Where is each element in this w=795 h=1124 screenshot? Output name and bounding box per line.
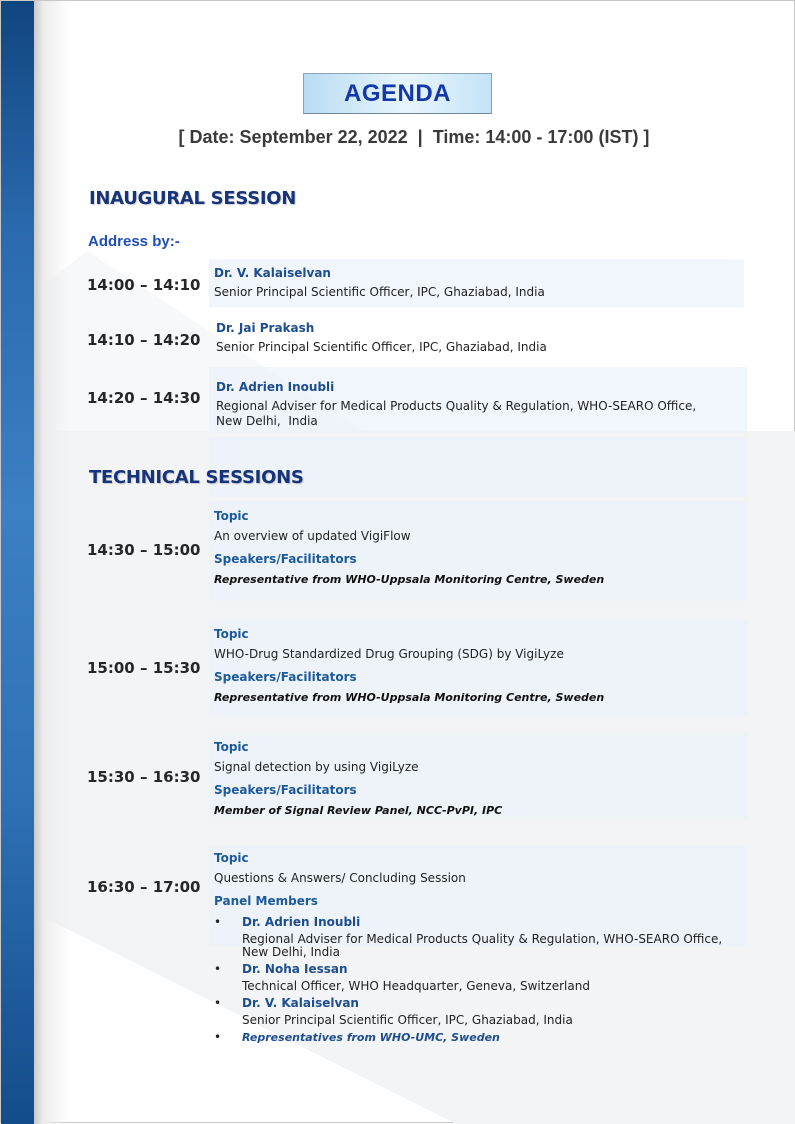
address-by-label: Address by:- — [88, 233, 180, 250]
speaker-role-cont: New Delhi, India — [216, 414, 318, 428]
speakers-label: Speakers/Facilitators — [214, 552, 357, 566]
speaker-name: Dr. Jai Prakash — [216, 321, 315, 335]
topic-text: Signal detection by using VigiLyze — [214, 760, 419, 774]
bullet-icon: • — [214, 962, 222, 976]
speaker-role: Senior Principal Scientific Officer, IPC, Ghaziabad, India — [216, 340, 547, 354]
speaker-text: Member of Signal Review Panel, NCC-PvPI, IPC — [214, 804, 503, 817]
speaker-text: Representative from WHO-Uppsala Monitoring Centre, Sweden — [214, 691, 605, 704]
topic-label: Topic — [214, 509, 249, 523]
topic-label: Topic — [214, 851, 249, 865]
speaker-role: Senior Principal Scientific Officer, IPC, Ghaziabad, India — [214, 285, 545, 299]
date-time-line: [ Date: September 22, 2022 | Time: 14:00 - 17:00 (IST) ] — [178, 127, 650, 147]
session-entry — [214, 627, 744, 705]
speaker-name: Dr. Adrien Inoubli — [216, 380, 335, 394]
technical-sessions-heading: TECHNICAL SESSIONS — [89, 467, 304, 488]
panel-member — [214, 915, 744, 959]
panel-member-name: Dr. Adrien Inoubli — [242, 915, 361, 929]
inaugural-session-heading: INAUGURAL SESSION — [89, 188, 297, 209]
topic-text: Questions & Answers/ Concluding Session — [214, 871, 466, 885]
session-entry — [214, 851, 744, 1048]
panel-member-name: Dr. Noha Iessan — [242, 962, 348, 976]
topic-text: An overview of updated VigiFlow — [214, 529, 411, 543]
time-slot: 14:30 – 15:00 — [87, 541, 201, 559]
agenda-title-box — [303, 73, 492, 114]
panel-member — [214, 1030, 744, 1045]
time-slot: 14:00 – 14:10 — [87, 276, 201, 294]
panel-member-role-cont: New Delhi, India — [242, 945, 340, 959]
left-stripe — [1, 1, 34, 1124]
topic-label: Topic — [214, 627, 249, 641]
speaker-role: Regional Adviser for Medical Products Quality & Regulation, WHO-SEARO Office, — [216, 399, 697, 413]
bullet-icon: • — [214, 915, 222, 929]
panel-member-name: Dr. V. Kalaiselvan — [242, 996, 359, 1010]
speaker-name: Dr. V. Kalaiselvan — [214, 266, 331, 280]
speakers-label: Speakers/Facilitators — [214, 670, 357, 684]
panel-member — [214, 962, 744, 993]
speaker-entry — [216, 380, 746, 429]
bullet-icon: • — [214, 1030, 222, 1044]
panel-member-role: Senior Principal Scientific Officer, IPC, Ghaziabad, India — [242, 1013, 573, 1027]
time-slot: 15:30 – 16:30 — [87, 768, 201, 786]
session-entry — [214, 740, 744, 818]
speaker-entry — [214, 266, 744, 300]
topic-label: Topic — [214, 740, 249, 754]
speakers-label: Speakers/Facilitators — [214, 783, 357, 797]
speaker-entry — [216, 321, 746, 355]
session-entry — [214, 509, 744, 587]
time-slot: 16:30 – 17:00 — [87, 878, 201, 896]
topic-text: WHO-Drug Standardized Drug Grouping (SDG) by VigiLyze — [214, 647, 564, 661]
stripe-shadow — [34, 1, 70, 1124]
speaker-text: Representative from WHO-Uppsala Monitoring Centre, Sweden — [214, 573, 605, 586]
time-slot: 14:20 – 14:30 — [87, 389, 201, 407]
panel-member — [214, 996, 744, 1027]
panel-members-label: Panel Members — [214, 894, 318, 908]
panel-list — [214, 915, 744, 1045]
panel-member-name: Representatives from WHO-UMC, Sweden — [242, 1031, 500, 1044]
time-slot: 14:10 – 14:20 — [87, 331, 201, 349]
bullet-icon: • — [214, 996, 222, 1010]
time-slot: 15:00 – 15:30 — [87, 659, 201, 677]
page-title: AGENDA — [343, 79, 451, 107]
panel-member-role: Technical Officer, WHO Headquarter, Geneva, Switzerland — [242, 979, 590, 993]
panel-member-role: Regional Adviser for Medical Products Quality & Regulation, WHO-SEARO Office, — [242, 932, 723, 946]
